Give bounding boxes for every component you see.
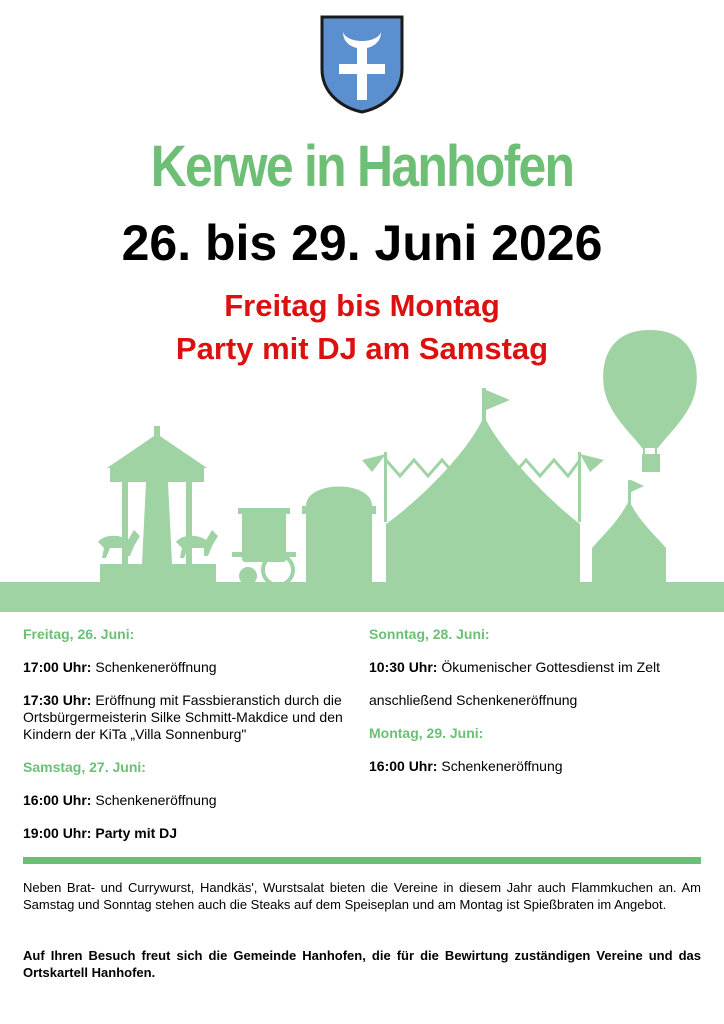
entry-text-bold: Party mit DJ [91,825,178,841]
subtitle-party: Party mit DJ am Samstag [175,331,549,366]
entry-text: Eröffnung mit Fassbieranstich durch die Ortsbürgermeisterin Silke Schmitt-Makdice und den Kindern der KiTa „Villa Sonnenburg" [23,692,343,742]
schedule-entry [369,758,709,775]
schedule-entry [23,825,353,842]
entry-time: 16:00 Uhr: [369,758,438,774]
entry-text: Ökumenischer Gottesdienst im Zelt [437,659,660,675]
cart-icon [232,508,296,585]
day-heading-sunday: Sonntag, 28. Juni: [369,626,490,642]
event-dates: 26. bis 29. Juni 2026 [121,215,603,271]
food-info-paragraph: Neben Brat- und Currywurst, Handkäs', Wurstsalat bieten die Vereine in diesem Jahr auch Flammkuchen an. Am Samstag und Sonntag stehen auch die Steaks auf dem Speiseplan und am Montag ist Spießbraten im Angebot. [23,880,701,912]
carousel-icon [98,426,218,582]
big-tent-icon [362,388,604,582]
booth-icon [302,487,376,583]
fairground-silhouette-illustration [0,330,724,612]
subtitle-days: Freitag bis Montag [224,288,500,323]
entry-text: Schenkeneröffnung [91,659,217,675]
entry-time: 17:00 Uhr: [23,659,92,675]
closing-paragraph: Auf Ihren Besuch freut sich die Gemeinde Hanhofen, die für die Bewirtung zuständigen Vereine und das Ortskartell Hanhofen. [23,948,701,980]
entry-time: 17:30 Uhr: [23,692,92,708]
program-left-column [23,626,353,858]
hot-air-balloon-icon [603,330,697,472]
schedule-entry [369,659,709,676]
schedule-entry [23,792,353,809]
day-heading-friday: Freitag, 26. Juni: [23,626,135,642]
small-tent-icon [592,480,666,582]
section-divider [23,857,701,864]
entry-text: Schenkeneröffnung [437,758,563,774]
entry-text: Schenkeneröffnung [91,792,217,808]
entry-time: 19:00 Uhr: [23,825,92,841]
entry-time: 16:00 Uhr: [23,792,92,808]
poster-title: Kerwe in Hanhofen [150,134,574,199]
coat-of-arms-icon [319,14,405,114]
schedule-entry [369,692,709,709]
entry-time: 10:30 Uhr: [369,659,438,675]
day-heading-monday: Montag, 29. Juni: [369,725,484,741]
day-heading-saturday: Samstag, 27. Juni: [23,759,146,775]
schedule-entry [23,692,353,743]
program-right-column [369,626,709,791]
schedule-entry [23,659,353,676]
entry-text: anschließend Schenkeneröffnung [369,692,578,708]
